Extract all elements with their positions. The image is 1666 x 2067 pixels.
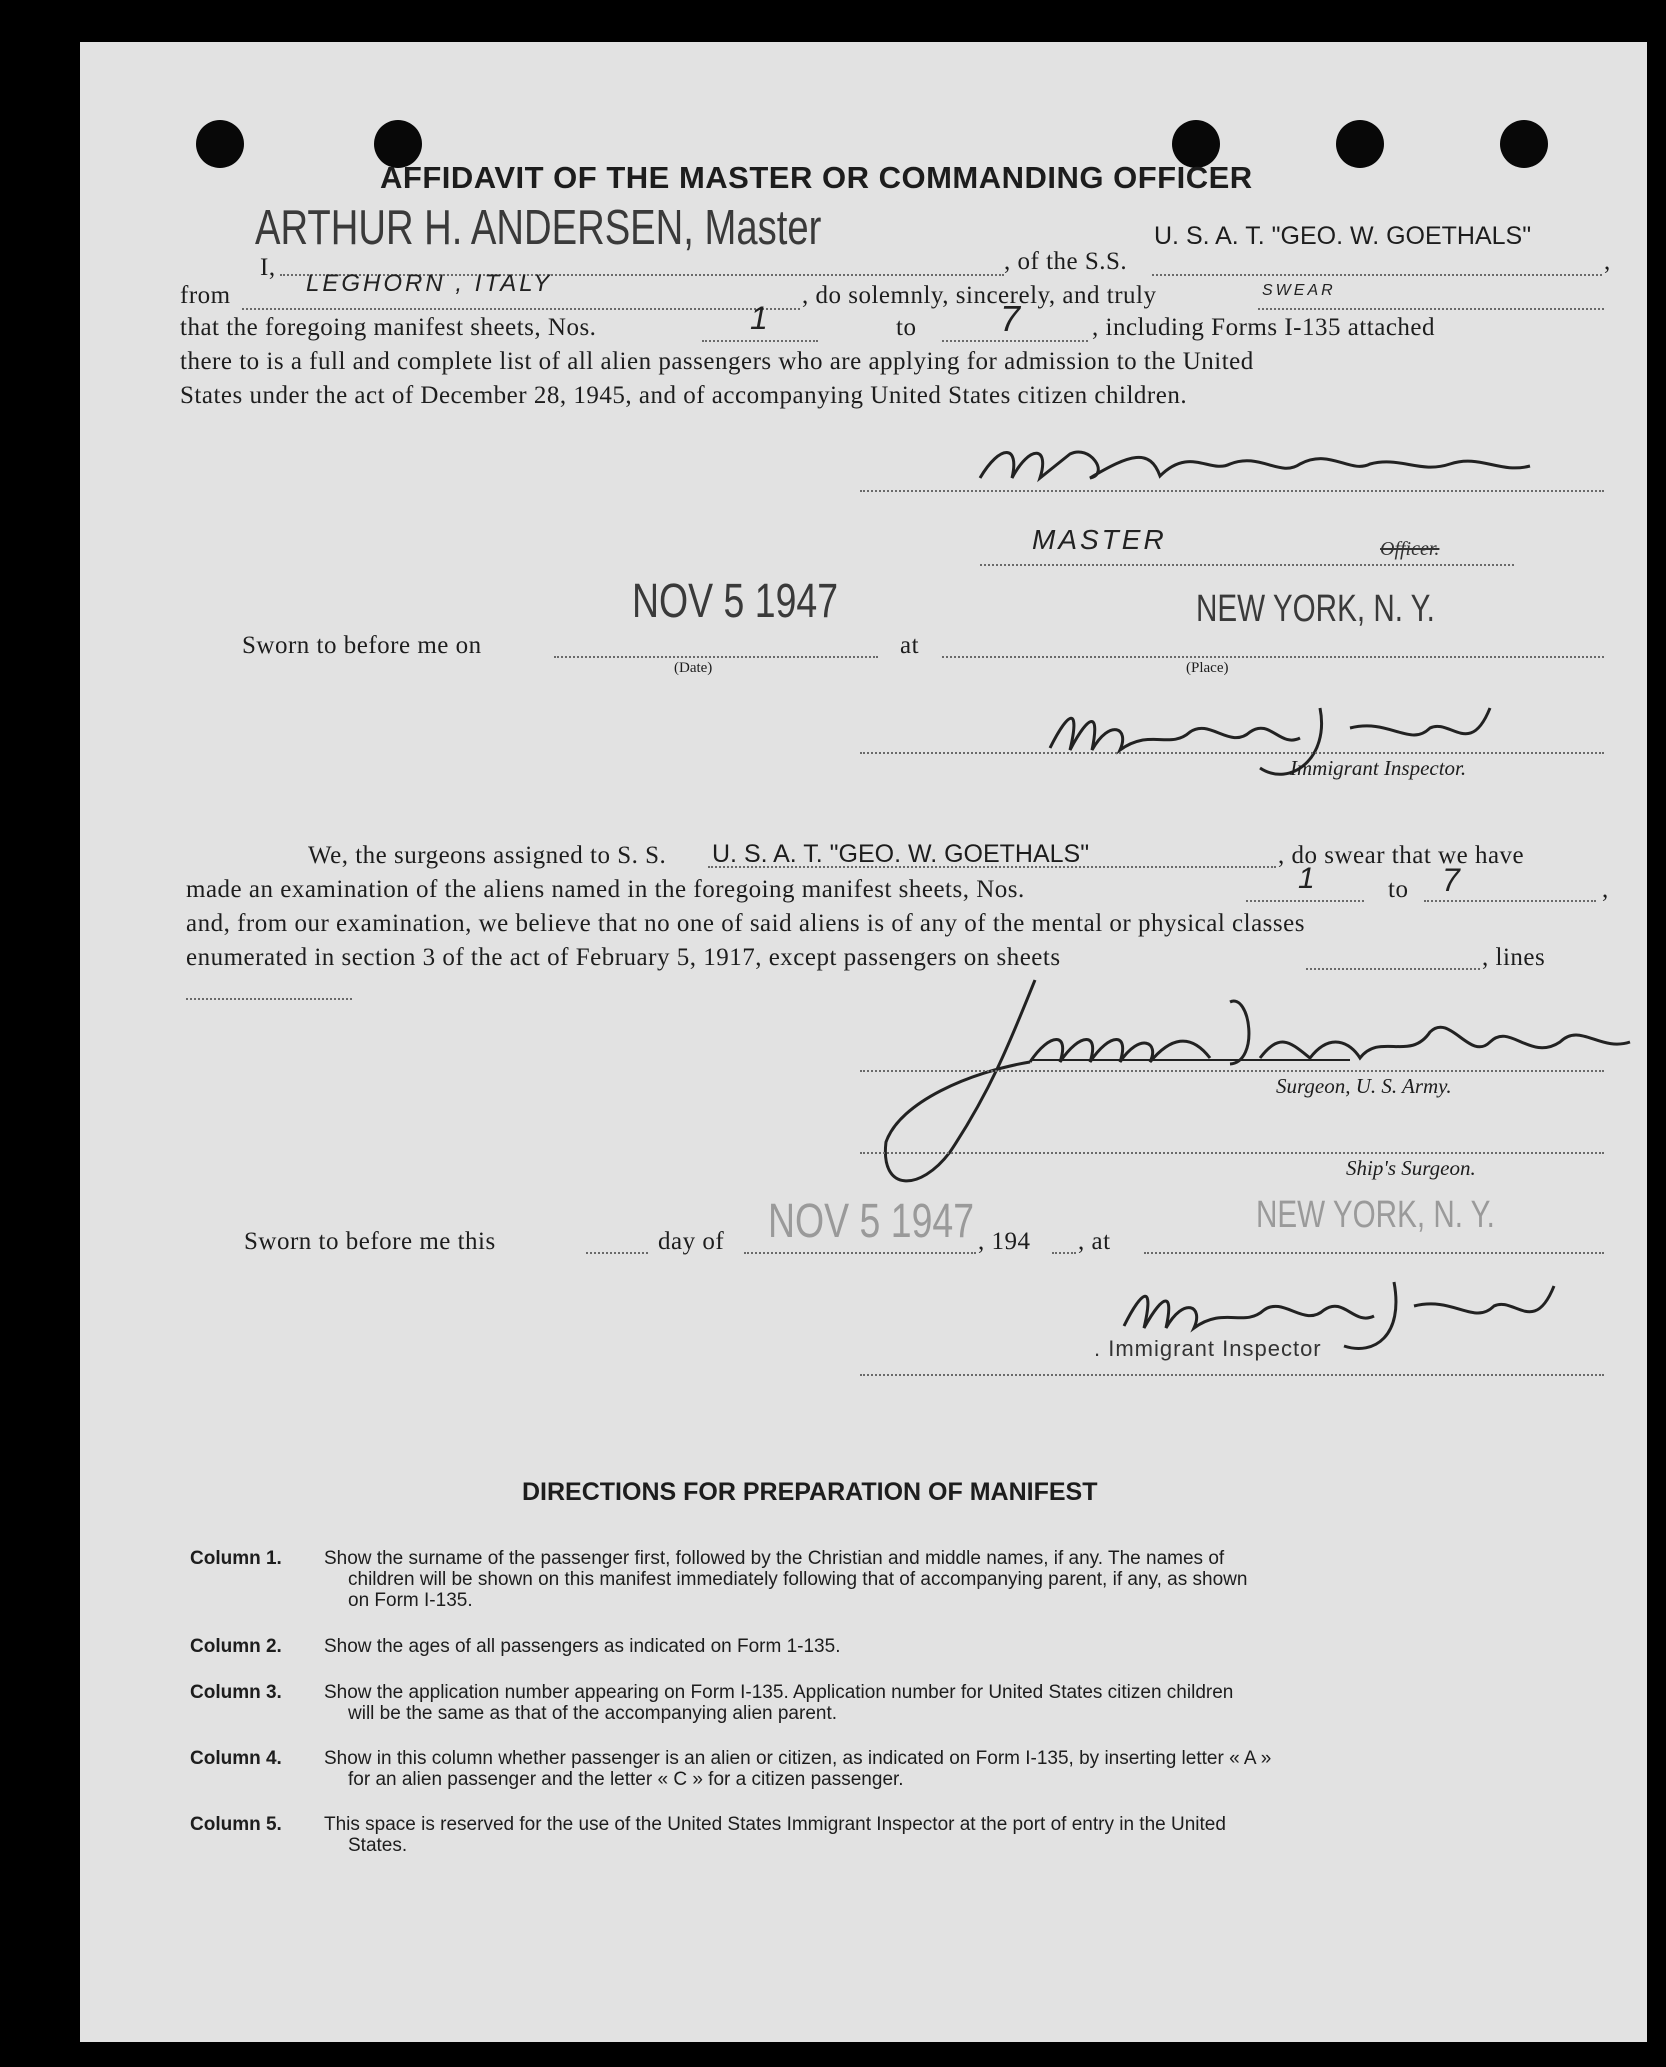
inspector-caption: Immigrant Inspector. <box>1290 756 1467 780</box>
inspector-signature-line-2 <box>860 1374 1604 1376</box>
day-of-label: day of <box>658 1228 725 1255</box>
ship-name-line <box>1152 274 1602 276</box>
direction-column-label: Column 1. <box>190 1548 282 1569</box>
direction-column-label: Column 4. <box>190 1748 282 1769</box>
surgeons-line4-text: enumerated in section 3 of the act of February 5, 1917, except passengers on sheets <box>186 944 1061 971</box>
from-port-handwritten: LEGHORN , ITALY <box>306 270 553 297</box>
manifest-sheets-text: that the foregoing manifest sheets, Nos. <box>180 314 597 341</box>
of-the-ss-label: , of the S.S. <box>1004 248 1128 275</box>
surgeons-sheet-from: 1 <box>1298 862 1318 895</box>
sworn-place-line <box>942 656 1604 658</box>
army-surgeon-caption: Surgeon, U. S. Army. <box>1276 1074 1452 1098</box>
direction-text-line: Show the surname of the passenger first, followed by the Christian and middle names, if any. The names of <box>324 1548 1225 1569</box>
surgeons-line3-text: and, from our examination, we believe that no one of said aliens is of any of the mental or physical classes <box>186 910 1305 937</box>
month-blank-line <box>744 1252 976 1254</box>
direction-text-line: This space is reserved for the use of the United States Immigrant Inspector at the port of entry in the United <box>324 1814 1226 1835</box>
ship-name-stamp: U. S. A. T. "GEO. W. GOETHALS" <box>1154 222 1532 250</box>
surgeons-ship-name: U. S. A. T. "GEO. W. GOETHALS" <box>712 840 1090 868</box>
affidavit-title: AFFIDAVIT OF THE MASTER OR COMMANDING OFFICER <box>380 160 1253 195</box>
master-signature-line <box>860 490 1604 492</box>
ship-surgeon-line <box>860 1152 1604 1154</box>
direction-text-line: for an alien passenger and the letter « C » for a citizen passenger. <box>348 1769 904 1790</box>
master-title-handwritten: MASTER <box>1032 524 1167 555</box>
army-surgeon-line <box>860 1070 1604 1072</box>
sheet-from-line <box>702 340 818 342</box>
punch-hole <box>1500 120 1548 168</box>
punch-hole <box>1336 120 1384 168</box>
direction-text-line: Show the application number appearing on Form I-135. Application number for United States citizen children <box>324 1682 1234 1703</box>
line1-comma: , <box>1604 248 1611 275</box>
sworn-at-label: , at <box>1078 1228 1111 1255</box>
from-port-line <box>242 308 800 310</box>
sworn-on-label: Sworn to before me on <box>242 632 482 659</box>
sworn-this-label: Sworn to before me this <box>244 1228 496 1255</box>
direction-text-line: Show the ages of all passengers as indicated on Form 1-135. <box>324 1636 841 1657</box>
surgeons-line2-text: made an examination of the aliens named in the foregoing manifest sheets, Nos. <box>186 876 1025 903</box>
direction-text-line: on Form I-135. <box>348 1590 473 1611</box>
form-sheet <box>80 42 1647 2042</box>
forms-attached-text: , including Forms I-135 attached <box>1092 314 1436 341</box>
sheets-blank-line <box>1306 968 1480 970</box>
surgeons-line2-comma: , <box>1602 876 1609 903</box>
ship-surgeon-caption: Ship's Surgeon. <box>1346 1156 1476 1180</box>
surgeons-sheet-to-line <box>1424 900 1596 902</box>
sworn-date-line <box>554 656 878 658</box>
year-prefix-label: , 194 <box>978 1228 1031 1255</box>
master-title-line <box>980 564 1514 566</box>
place-caption: (Place) <box>1186 660 1229 676</box>
direction-text-line: States. <box>348 1835 408 1856</box>
surgeons-sheet-to: 7 <box>1442 862 1463 898</box>
surgeons-swear-text: , do swear that we have <box>1278 842 1525 869</box>
direction-text-line: Show in this column whether passenger is an alien or citizen, as indicated on Form I-135, by inserting letter « A » <box>324 1748 1272 1769</box>
day-blank-line <box>586 1252 648 1254</box>
surgeons-to-label: to <box>1388 876 1409 903</box>
direction-text-line: children will be shown on this manifest immediately following that of accompanying parent, if any, as shown <box>348 1569 1248 1590</box>
date-caption: (Date) <box>674 660 713 676</box>
direction-text-line: will be the same as that of the accompanying alien parent. <box>348 1703 838 1724</box>
affidavit-line4: there to is a full and complete list of all alien passengers who are applying for admission to the United <box>180 348 1254 375</box>
sworn-place-faint-stamp: NEW YORK, N. Y. <box>1256 1194 1495 1236</box>
to-label: to <box>896 314 917 341</box>
surgeons-line1-text: We, the surgeons assigned to S. S. <box>308 842 667 869</box>
surgeons-sheet-from-line <box>1246 900 1364 902</box>
sheet-to-handwritten: 7 <box>1000 298 1024 339</box>
i-prefix: I, <box>260 254 276 281</box>
inspector-signature-line <box>860 752 1604 754</box>
solemnly-text: , do solemnly, sincerely, and truly <box>802 282 1157 309</box>
sworn-date-faint-stamp: NOV 5 1947 <box>768 1195 975 1248</box>
direction-column-label: Column 2. <box>190 1636 282 1657</box>
affidavit-line5: States under the act of December 28, 1945, and of accompanying United States citizen children. <box>180 382 1188 409</box>
sworn-date-stamp: NOV 5 1947 <box>632 575 839 628</box>
oath-word-handwritten: SWEAR <box>1262 282 1336 299</box>
lines-blank-line <box>186 998 352 1000</box>
sworn-place-stamp: NEW YORK, N. Y. <box>1196 588 1435 630</box>
inspector-caption-2: . Immigrant Inspector <box>1094 1336 1322 1361</box>
oath-word-line <box>1258 308 1604 310</box>
directions-title: DIRECTIONS FOR PREPARATION OF MANIFEST <box>522 1478 1098 1506</box>
year-blank-line <box>1052 1252 1076 1254</box>
army-surgeon-signature <box>790 972 1666 1202</box>
lines-label: , lines <box>1482 944 1546 971</box>
direction-column-label: Column 5. <box>190 1814 282 1835</box>
sheet-from-handwritten: 1 <box>750 300 771 336</box>
sheet-to-line <box>942 340 1088 342</box>
at-label: at <box>900 632 920 659</box>
officer-struck-text: Officer. <box>1380 538 1440 560</box>
from-label: from <box>180 282 231 309</box>
sworn-place-line-2 <box>1144 1252 1604 1254</box>
master-name-stamp: ARTHUR H. ANDERSEN, Master <box>255 201 822 255</box>
direction-column-label: Column 3. <box>190 1682 282 1703</box>
master-signature <box>970 434 1550 496</box>
punch-hole <box>196 120 244 168</box>
surgeons-ship-line <box>708 866 1276 868</box>
